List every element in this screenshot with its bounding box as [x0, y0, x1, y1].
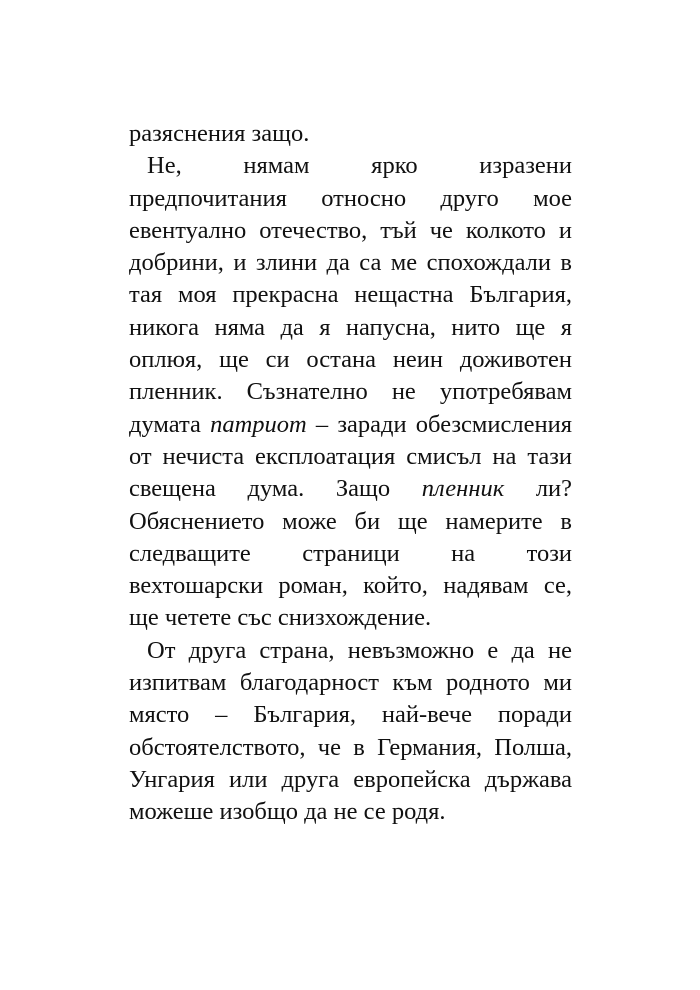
- text-line: евентуално отечество, тъй че колкото и: [129, 216, 572, 244]
- text-line: следващите страници на този: [129, 539, 572, 567]
- page-body-text: [129, 118, 572, 829]
- text-line: [129, 473, 572, 505]
- text-line: тая моя прекрасна нещастна България,: [129, 281, 572, 309]
- text-line: никога няма да я напусна, нито ще я: [129, 313, 572, 341]
- text-line: изпитвам благодарност към родното ми: [129, 669, 572, 697]
- italic-word: пленник: [421, 475, 505, 503]
- text-segment: думата: [129, 410, 201, 438]
- text-line: от нечиста експлоатация смисъл на тази: [129, 442, 572, 470]
- text-line: разяснения защо.: [129, 120, 310, 147]
- text-segment: – заради обезсмисления: [315, 410, 573, 438]
- text-line: От друга страна, невъзможно е да не: [147, 636, 572, 664]
- text-line: Обяснението може би ще намерите в: [129, 507, 572, 535]
- text-line: [129, 409, 572, 441]
- text-line: оплюя, ще си остана неин доживотен: [129, 346, 572, 374]
- text-line: вехтошарски роман, който, надявам се,: [129, 572, 572, 600]
- text-line: пленник. Съзнателно не употребявам: [129, 378, 572, 406]
- text-line: можеше изобщо да не се родя.: [129, 798, 446, 826]
- text-line: предпочитания относно друго мое: [129, 184, 572, 212]
- text-line: ще четете със снизхождение.: [129, 604, 432, 632]
- text-line: Не, нямам ярко изразени: [147, 152, 572, 180]
- text-line: обстоятелството, че в Германия, Полша,: [129, 733, 572, 761]
- text-segment: свещена дума. Защо: [129, 475, 391, 503]
- text-line: Унгария или друга европейска държава: [129, 765, 572, 793]
- italic-word: патриот: [210, 410, 307, 438]
- text-line: добрини, и злини да са ме спохождали в: [129, 249, 572, 277]
- text-line: място – България, най-вече поради: [129, 701, 572, 729]
- text-segment: ли?: [535, 475, 573, 503]
